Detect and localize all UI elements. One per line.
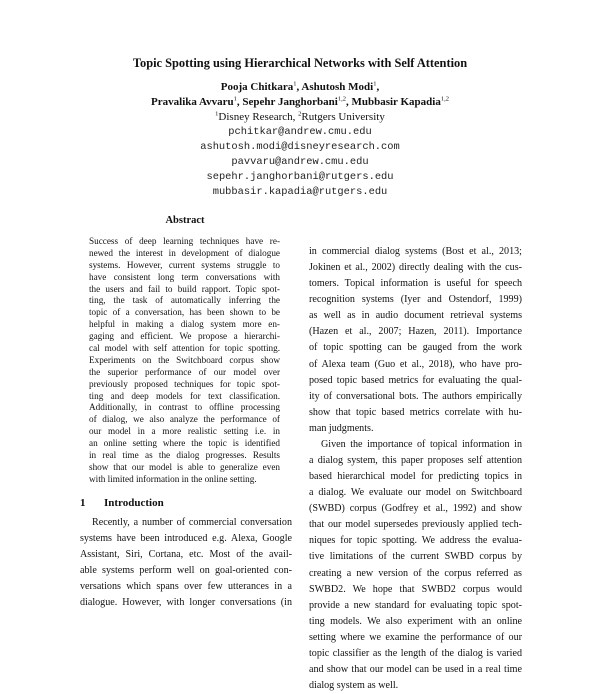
body-line: and show that our model can be used in a real time [309, 664, 522, 676]
author-separator: , [236, 96, 243, 108]
abstract-line: an online setting where the topic is identified [89, 438, 280, 449]
affiliation-name: Disney Research, [218, 111, 299, 123]
body-line: a dialog system, this paper proposes self attention [309, 455, 522, 467]
abstract-body [89, 236, 280, 486]
author-separator: , [376, 81, 380, 93]
affiliation-mark: 1 [215, 110, 219, 118]
abstract-line: ting and deep models for text classification. [89, 390, 280, 401]
body-line: niques for topic spotting. We address the evalua- [309, 535, 522, 547]
abstract-line: Success of deep learning techniques have re- [89, 236, 280, 246]
body-line: of topic spotting can be gauged from the work [309, 342, 522, 354]
right-column-body [309, 244, 522, 694]
body-line: recognition systems (Iyer and Ostendorf, 1999) [309, 294, 522, 306]
author-line-1 [0, 80, 600, 94]
affiliations [0, 110, 600, 124]
abstract-line: gaging and efficient. We propose a hierarchi- [89, 331, 280, 342]
body-line: ity of conversational bots. The authors empirically [309, 390, 522, 402]
body-line: tomers. Topical information is useful for speech [309, 278, 522, 290]
body-line: man judgments. [309, 422, 374, 434]
abstract-line: Additionally, in contrast to offline processing [89, 402, 280, 413]
email-link[interactable]: mubbasir.kapadia@rutgers.edu [212, 186, 388, 198]
abstract-line: cal model with self attention for topic spotting. [89, 343, 280, 354]
body-line: of Alexa team (Guo et al., 2018), who have pro- [309, 358, 522, 370]
body-line: that our model supersedes previously applied tech- [309, 519, 522, 531]
author-name: Ashutosh Modi [301, 81, 374, 93]
abstract-line: show that our model is able to generalize even [89, 461, 280, 472]
email-link[interactable]: pchitkar@andrew.cmu.edu [228, 126, 372, 138]
author-affiliation-mark: 1 [293, 80, 297, 88]
abstract-line: newed the interest in development of dialogue [89, 247, 280, 258]
email-link[interactable]: sepehr.janghorbani@rutgers.edu [206, 171, 394, 183]
abstract-line: topic of a conversation, has been shown to be [89, 307, 280, 318]
author-separator: , [345, 96, 352, 108]
abstract-line: our model in a more realistic setting i.e. in [89, 426, 280, 437]
author-affiliation-mark: 1,2 [337, 95, 346, 103]
section-number: 1 [80, 497, 86, 509]
abstract-line: helpful in making a dialog system more en- [89, 319, 280, 330]
body-line: posed topic based metrics for evaluating the qual- [309, 374, 522, 386]
body-line: provide a new standard for evaluating topic spot- [309, 599, 522, 611]
author-line-2 [0, 95, 600, 109]
email-link[interactable]: ashutosh.modi@disneyresearch.com [200, 141, 400, 153]
body-line: setting where we examine the performance of our [309, 631, 522, 643]
abstract-line: in real time as the dialog progresses. Results [89, 450, 280, 461]
introduction-line: systems have been introduced e.g. Alexa, Google [80, 533, 292, 545]
author-affiliation-mark: 1 [373, 80, 377, 88]
author-affiliation-mark: 1 [233, 95, 237, 103]
author-name: Mubbasir Kapadia [351, 96, 441, 108]
abstract-line: have consistent long term conversations with [89, 271, 280, 282]
abstract-line: ting, the task of automatically inferring the [89, 295, 280, 306]
body-line: (SWBD) corpus (Godfrey et al., 1992) and show [309, 503, 522, 515]
body-line: (Hazen et al., 2007; Hazen, 2011). Importance [309, 326, 522, 338]
body-line: a dialog. We evaluate our model on Switchboard [309, 487, 522, 499]
body-line: in commercial dialog systems (Bost et al., 2013; [309, 246, 522, 257]
section-heading-introduction [80, 496, 164, 510]
body-line: as well as in audio document retrieval systems [309, 310, 522, 322]
abstract-line: Experiments on the Switchboard corpus show [89, 354, 280, 365]
author-name: Sepehr Janghorbani [242, 96, 338, 108]
introduction-line: Recently, a number of commercial conversation [92, 517, 292, 528]
body-line: ting models. We also experiment with an online [309, 615, 522, 627]
author-name: Pooja Chitkara [220, 81, 294, 93]
introduction-body [80, 515, 292, 612]
affiliation-mark: 2 [298, 110, 302, 118]
introduction-line: Assistant, Siri, Cortana, etc. Most of the avail- [80, 549, 292, 561]
affiliation-name: Rutgers University [301, 111, 385, 123]
author-separator: , [296, 81, 302, 93]
author-affiliation-mark: 1,2 [440, 95, 449, 103]
body-line: dialog system as well. [309, 680, 399, 692]
body-line: based hierarchical model for predicting topics in [309, 471, 522, 483]
introduction-line: able systems perform well on goal-oriented con- [80, 565, 292, 577]
body-line: creating a new version of the corpus referred as [309, 567, 522, 579]
abstract-line: of dialog, we also analyze the performance of [89, 414, 280, 425]
introduction-line: dialogue. However, with longer conversations (in [80, 597, 292, 609]
body-line: topic classifier as the length of the dialog is varied [309, 647, 522, 659]
email-link[interactable]: pavvaru@andrew.cmu.edu [231, 156, 369, 168]
introduction-line: versations which spans over few utterances in a [80, 581, 292, 593]
body-line: show that topic based metrics correlate with hu- [309, 406, 522, 418]
body-line: Jokinen et al., 2002) directly dealing with the cus- [309, 262, 522, 274]
abstract-line: with limited information in the online setting. [89, 473, 257, 484]
body-line: SWBD2. We hope that SWBD2 corpus would [309, 583, 522, 595]
abstract-line: previously proposed techniques for topic spot- [89, 378, 280, 389]
abstract-line: systems. However, current systems struggle to [89, 259, 280, 270]
abstract-line: the superior performance of our model over [89, 366, 280, 377]
abstract-heading: Abstract [165, 215, 205, 226]
abstract-line: the users and fail to build rapport. Topic spot- [89, 283, 280, 294]
body-line: tive limitations of the current SWBD corpus by [309, 551, 522, 563]
author-name: Pravalika Avvaru [151, 96, 234, 108]
body-line: Given the importance of topical information in [321, 438, 522, 450]
section-title: Introduction [104, 497, 164, 509]
paper-title: Topic Spotting using Hierarchical Networks with Self Attention [132, 56, 468, 70]
